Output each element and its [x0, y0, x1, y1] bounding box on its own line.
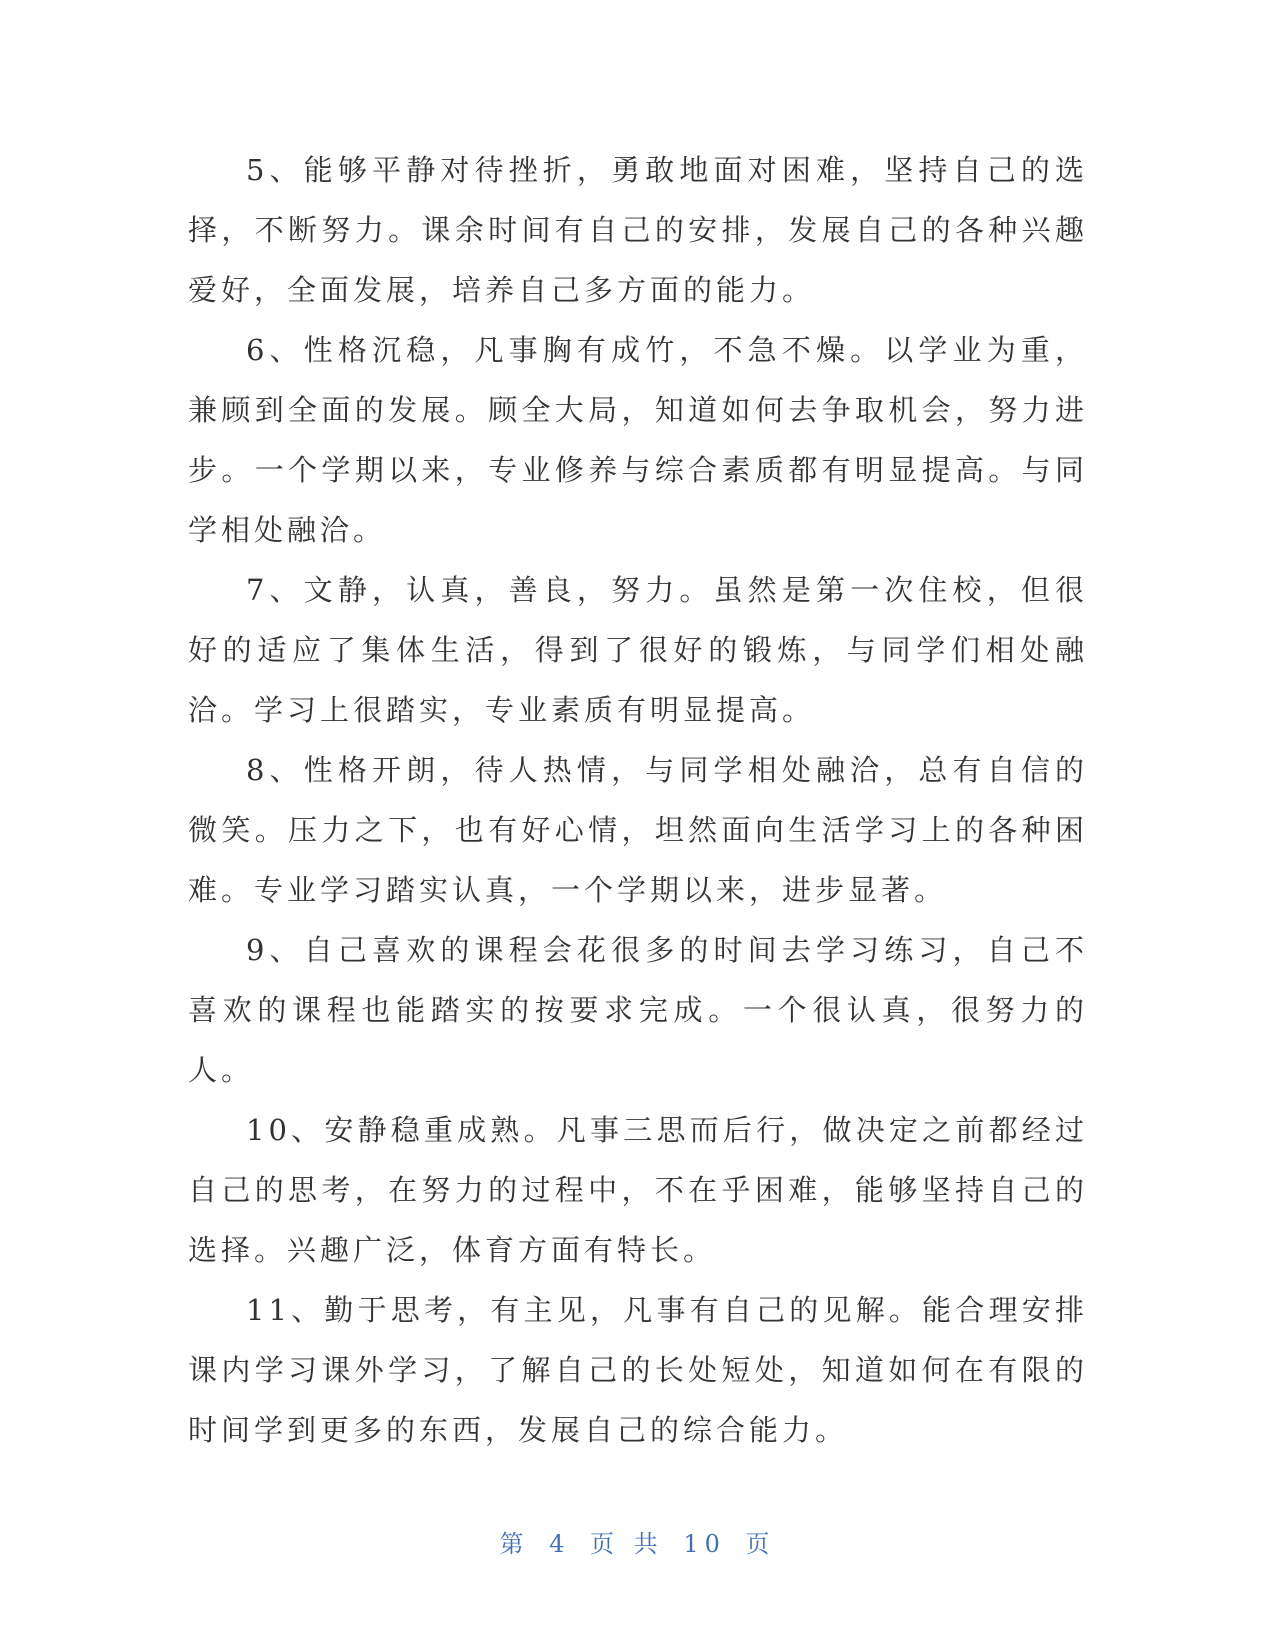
- paragraph-6: 6、性格沉稳，凡事胸有成竹，不急不燥。以学业为重，兼顾到全面的发展。顾全大局，知道如何去争取机会，努力进步。一个学期以来，专业修养与综合素质都有明显提高。与同学相处融洽。: [188, 333, 1088, 547]
- paragraph-9: 9、自己喜欢的课程会花很多的时间去学习练习，自己不喜欢的课程也能踏实的按要求完成。一个很认真，很努力的人。: [188, 933, 1088, 1087]
- paragraph-10: 10、安静稳重成熟。凡事三思而后行，做决定之前都经过自己的思考，在努力的过程中，不在乎困难，能够坚持自己的选择。兴趣广泛，体育方面有特长。: [188, 1113, 1088, 1267]
- page-label-mid: 页 共: [590, 1530, 664, 1558]
- page-label-prefix: 第: [499, 1530, 530, 1558]
- page-footer: [0, 1524, 1275, 1559]
- page-label-suffix: 页: [745, 1530, 776, 1558]
- paragraph-8: 8、性格开朗，待人热情，与同学相处融洽，总有自信的微笑。压力之下，也有好心情，坦然面向生活学习上的各种困难。专业学习踏实认真，一个学期以来，进步显著。: [188, 753, 1088, 907]
- total-pages-number: 10: [683, 1530, 726, 1558]
- document-body: [188, 140, 1088, 1460]
- paragraph-5: 5、能够平静对待挫折，勇敢地面对困难，坚持自己的选择，不断努力。课余时间有自己的安排，发展自己的各种兴趣爱好，全面发展，培养自己多方面的能力。: [188, 153, 1088, 307]
- current-page-number: 4: [549, 1530, 571, 1558]
- paragraph-11: 11、勤于思考，有主见，凡事有自己的见解。能合理安排课内学习课外学习，了解自己的长处短处，知道如何在有限的时间学到更多的东西，发展自己的综合能力。: [188, 1293, 1088, 1447]
- paragraph-7: 7、文静，认真，善良，努力。虽然是第一次住校，但很好的适应了集体生活，得到了很好的锻炼，与同学们相处融洽。学习上很踏实，专业素质有明显提高。: [188, 573, 1088, 727]
